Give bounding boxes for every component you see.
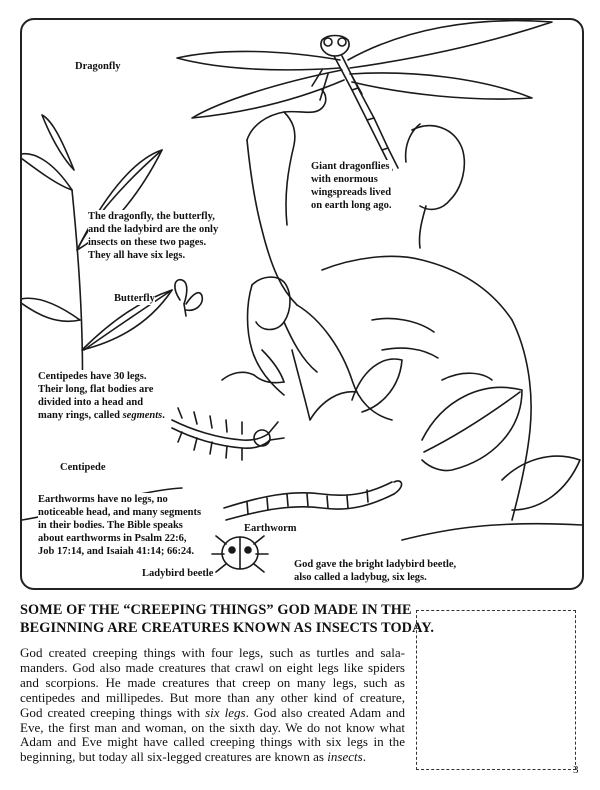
giant-dragonflies-caption: Giant dragonflies with enormous wingspreads lived on earth long ago.	[311, 161, 392, 211]
insects-caption: The dragonfly, the butterfly, and the ladybird are the only insects on these two pages. They all have six legs.	[88, 211, 219, 261]
section-heading: SOME OF THE “CREEPING THINGS” GOD MADE IN THE BEGINNING ARE CREATURES KNOWN AS INSECTS TODAY.	[20, 602, 435, 636]
ladybug-caption: God gave the bright ladybird beetle, also called a ladybug, six legs.	[294, 559, 457, 583]
dragonfly-drawing	[177, 21, 552, 170]
earthworm-caption: Earthworms have no legs, no noticeable head, and many segments in their bodies. The Bible speaks about earthworms in Psalm 22:6, Job 17:14, and Isaiah 41:14; 66:24.	[38, 494, 202, 557]
ladybird-beetle-label: Ladybird beetle	[142, 568, 214, 579]
leafy-plant-drawing	[22, 115, 172, 410]
earthworm-drawing	[224, 481, 402, 520]
illustration-frame	[20, 18, 584, 590]
butterfly-drawing	[175, 280, 202, 316]
centipede-caption: Centipedes have 30 legs. Their long, flat bodies are divided into a head and many rings, called segments.	[38, 371, 165, 421]
butterfly-label: Butterfly	[114, 293, 155, 304]
body-paragraph: God created creeping things with four legs, such as turtles and sala- manders. God also made creatures that crawl on eight legs like spiders and scorpions. He made creatures that creep on many legs, such as centipedes and millipedes. But more than any other kind of creature, God created creeping things with six legs. God also created Adam and Eve, the first man and woman, on the sixth day. We do not know what Adam and Eve might have called creeping things with six legs in the beginning, but today all six-legged creatures are known as insects.	[20, 645, 405, 765]
ladybird-beetle-drawing	[212, 536, 268, 572]
dragonfly-label: Dragonfly	[75, 61, 121, 72]
sticker-placeholder-box	[416, 610, 576, 770]
centipede-label: Centipede	[60, 462, 106, 473]
earthworm-label: Earthworm	[244, 523, 297, 534]
large-leaf-drawing	[292, 350, 580, 510]
eve-figure-drawing	[222, 277, 317, 395]
page-number: 3	[573, 764, 579, 776]
centipede-drawing	[172, 408, 284, 460]
